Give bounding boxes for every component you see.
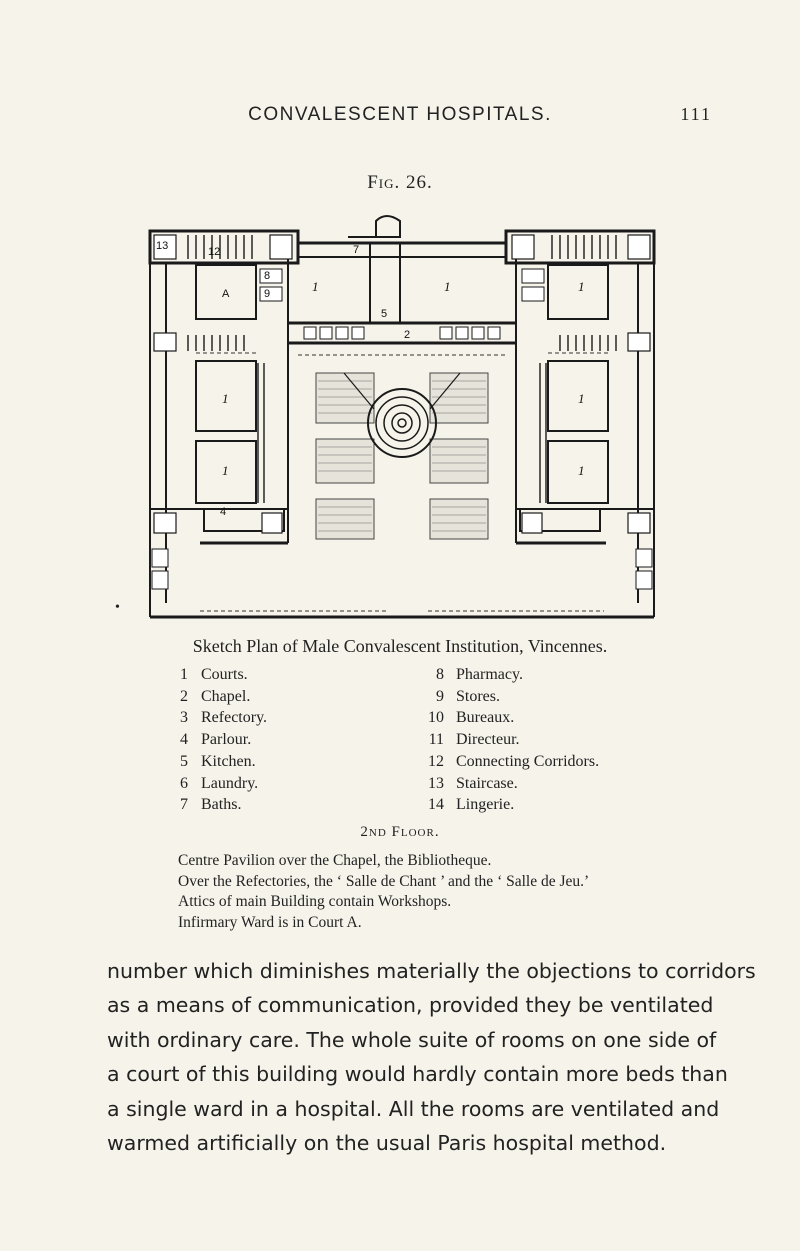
court-a-label: A bbox=[222, 288, 230, 300]
legend-item: 5 Kitchen. bbox=[180, 752, 256, 770]
parlour-label: 4 bbox=[220, 506, 227, 518]
legend-item: 9 Stores. bbox=[436, 687, 500, 705]
note-line: Infirmary Ward is in Court A. bbox=[178, 913, 362, 931]
page-number: 111 bbox=[680, 104, 712, 124]
kitchen-label: 5 bbox=[381, 308, 388, 320]
stores-label: 9 bbox=[264, 288, 271, 300]
body-line: a court of this building would hardly contain more beds than bbox=[107, 1062, 728, 1087]
legend-item: 4 Parlour. bbox=[180, 731, 252, 749]
svg-text:1: 1 bbox=[222, 463, 229, 478]
svg-text:1: 1 bbox=[578, 279, 585, 294]
body-line: with ordinary care. The whole suite of rooms on one side of bbox=[107, 1027, 717, 1052]
legend-right bbox=[420, 664, 599, 816]
baths-label: 7 bbox=[353, 244, 360, 256]
body-line: number which diminishes materially the objections to corridors bbox=[107, 959, 756, 983]
legend-item: 12 Connecting Corridors. bbox=[428, 752, 600, 770]
svg-text:1: 1 bbox=[444, 279, 451, 294]
floor-plan bbox=[148, 213, 656, 623]
figure-label: Fig. 26. bbox=[367, 172, 433, 193]
body-line: as a means of communication, provided they be ventilated bbox=[107, 993, 714, 1018]
chapel-label: 2 bbox=[404, 329, 411, 341]
svg-text:1: 1 bbox=[578, 391, 585, 406]
note-line: Centre Pavilion over the Chapel, the Bibliotheque. bbox=[178, 852, 492, 869]
running-title: CONVALESCENT HOSPITALS. bbox=[248, 104, 552, 125]
legend-item: 2 Chapel. bbox=[180, 687, 251, 705]
corridor-label: 12 bbox=[208, 246, 221, 258]
running-head bbox=[0, 100, 800, 130]
body-line: a single ward in a hospital. All the rooms are ventilated and bbox=[107, 1096, 720, 1121]
note-line: Over the Refectories, the ‘ Salle de Chant ’ and the ‘ Salle de Jeu.’ bbox=[178, 872, 590, 890]
staircase-label: 13 bbox=[156, 240, 169, 252]
legend-item: 14 Lingerie. bbox=[428, 796, 515, 814]
figure-caption: Sketch Plan of Male Convalescent Institution, Vincennes. bbox=[192, 636, 608, 656]
svg-text:1: 1 bbox=[222, 391, 229, 406]
legend-item: 7 Baths. bbox=[180, 796, 242, 814]
second-floor-notes bbox=[178, 851, 589, 933]
body-paragraph bbox=[107, 954, 756, 1160]
margin-mark: • bbox=[115, 600, 120, 615]
svg-text:1: 1 bbox=[312, 279, 319, 294]
legend-left bbox=[178, 664, 267, 816]
legend-item: 1 Courts. bbox=[180, 666, 248, 683]
legend-item: 10 Bureaux. bbox=[428, 709, 515, 727]
legend-item: 11 Directeur. bbox=[428, 731, 520, 749]
body-line: warmed artificially on the usual Paris hospital method. bbox=[107, 1131, 667, 1156]
note-line: Attics of main Building contain Workshops. bbox=[178, 893, 452, 910]
legend-item: 8 Pharmacy. bbox=[436, 666, 523, 683]
legend-item: 13 Staircase. bbox=[428, 774, 518, 792]
second-floor-heading: 2nd Floor. bbox=[360, 824, 440, 840]
svg-text:1: 1 bbox=[578, 463, 585, 478]
legend-item: 3 Refectory. bbox=[180, 709, 268, 727]
legend-item: 6 Laundry. bbox=[180, 774, 259, 792]
pharmacy-label: 8 bbox=[264, 270, 271, 282]
